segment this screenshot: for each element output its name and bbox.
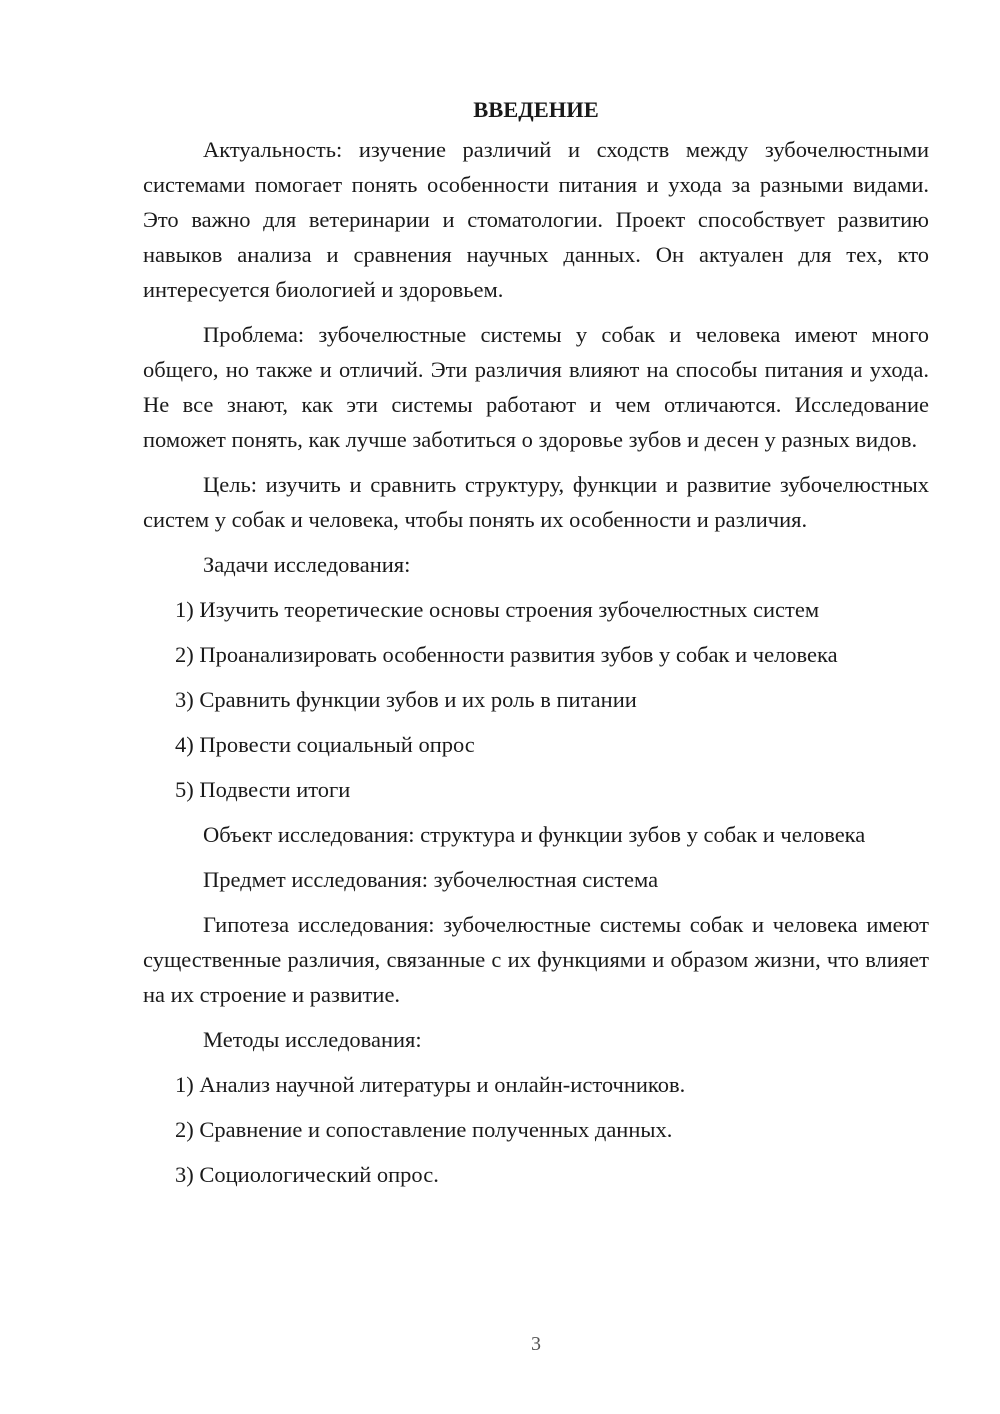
document-page: [143, 92, 929, 1202]
section-title: ВВЕДЕНИЕ: [473, 97, 599, 122]
list-item: 4) Провести социальный опрос: [175, 732, 475, 757]
methods-list: [143, 1067, 929, 1192]
list-item: 1) Анализ научной литературы и онлайн-источников.: [175, 1072, 686, 1097]
list-item: 1) Изучить теоретические основы строения зубочелюстных систем: [175, 597, 820, 622]
list-item: 3) Сравнить функции зубов и их роль в питании: [175, 687, 637, 712]
list-item: 2) Сравнение и сопоставление полученных данных.: [175, 1117, 673, 1142]
tasks-heading: Задачи исследования:: [203, 552, 411, 577]
object-paragraph: Объект исследования: структура и функции зубов у собак и человека: [203, 822, 866, 847]
problem-paragraph: Проблема: зубочелюстные системы у собак и человека имеют много общего, но также и отличий. Эти различия влияют на способы питания и ухода. Не все знают, как эти системы работают и чем отличаются. Исследование поможет понять, как лучше заботиться о здоровье зубов и десен у разных видов.: [143, 322, 929, 452]
list-item: 3) Социологический опрос.: [175, 1162, 439, 1187]
relevance-paragraph: Актуальность: изучение различий и сходств между зубочелюстными системами помогает понять особенности питания и ухода за разными видами. Это важно для ветеринарии и стоматологии. Проект способствует развитию навыков анализа и сравнения научных данных. Он актуален для тех, кто интересуется биологией и здоровьем.: [143, 137, 929, 302]
page-number: 3: [531, 1333, 541, 1355]
methods-heading: Методы исследования:: [203, 1027, 422, 1052]
list-item: 5) Подвести итоги: [175, 777, 351, 802]
subject-paragraph: Предмет исследования: зубочелюстная система: [203, 867, 659, 892]
goal-paragraph: Цель: изучить и сравнить структуру, функции и развитие зубочелюстных систем у собак и человека, чтобы понять их особенности и различия.: [143, 472, 929, 532]
tasks-list: [143, 592, 929, 807]
hypothesis-paragraph: Гипотеза исследования: зубочелюстные системы собак и человека имеют существенные различия, связанные с их функциями и образом жизни, что влияет на их строение и развитие.: [143, 912, 929, 1007]
list-item: 2) Проанализировать особенности развития зубов у собак и человека: [175, 642, 838, 667]
